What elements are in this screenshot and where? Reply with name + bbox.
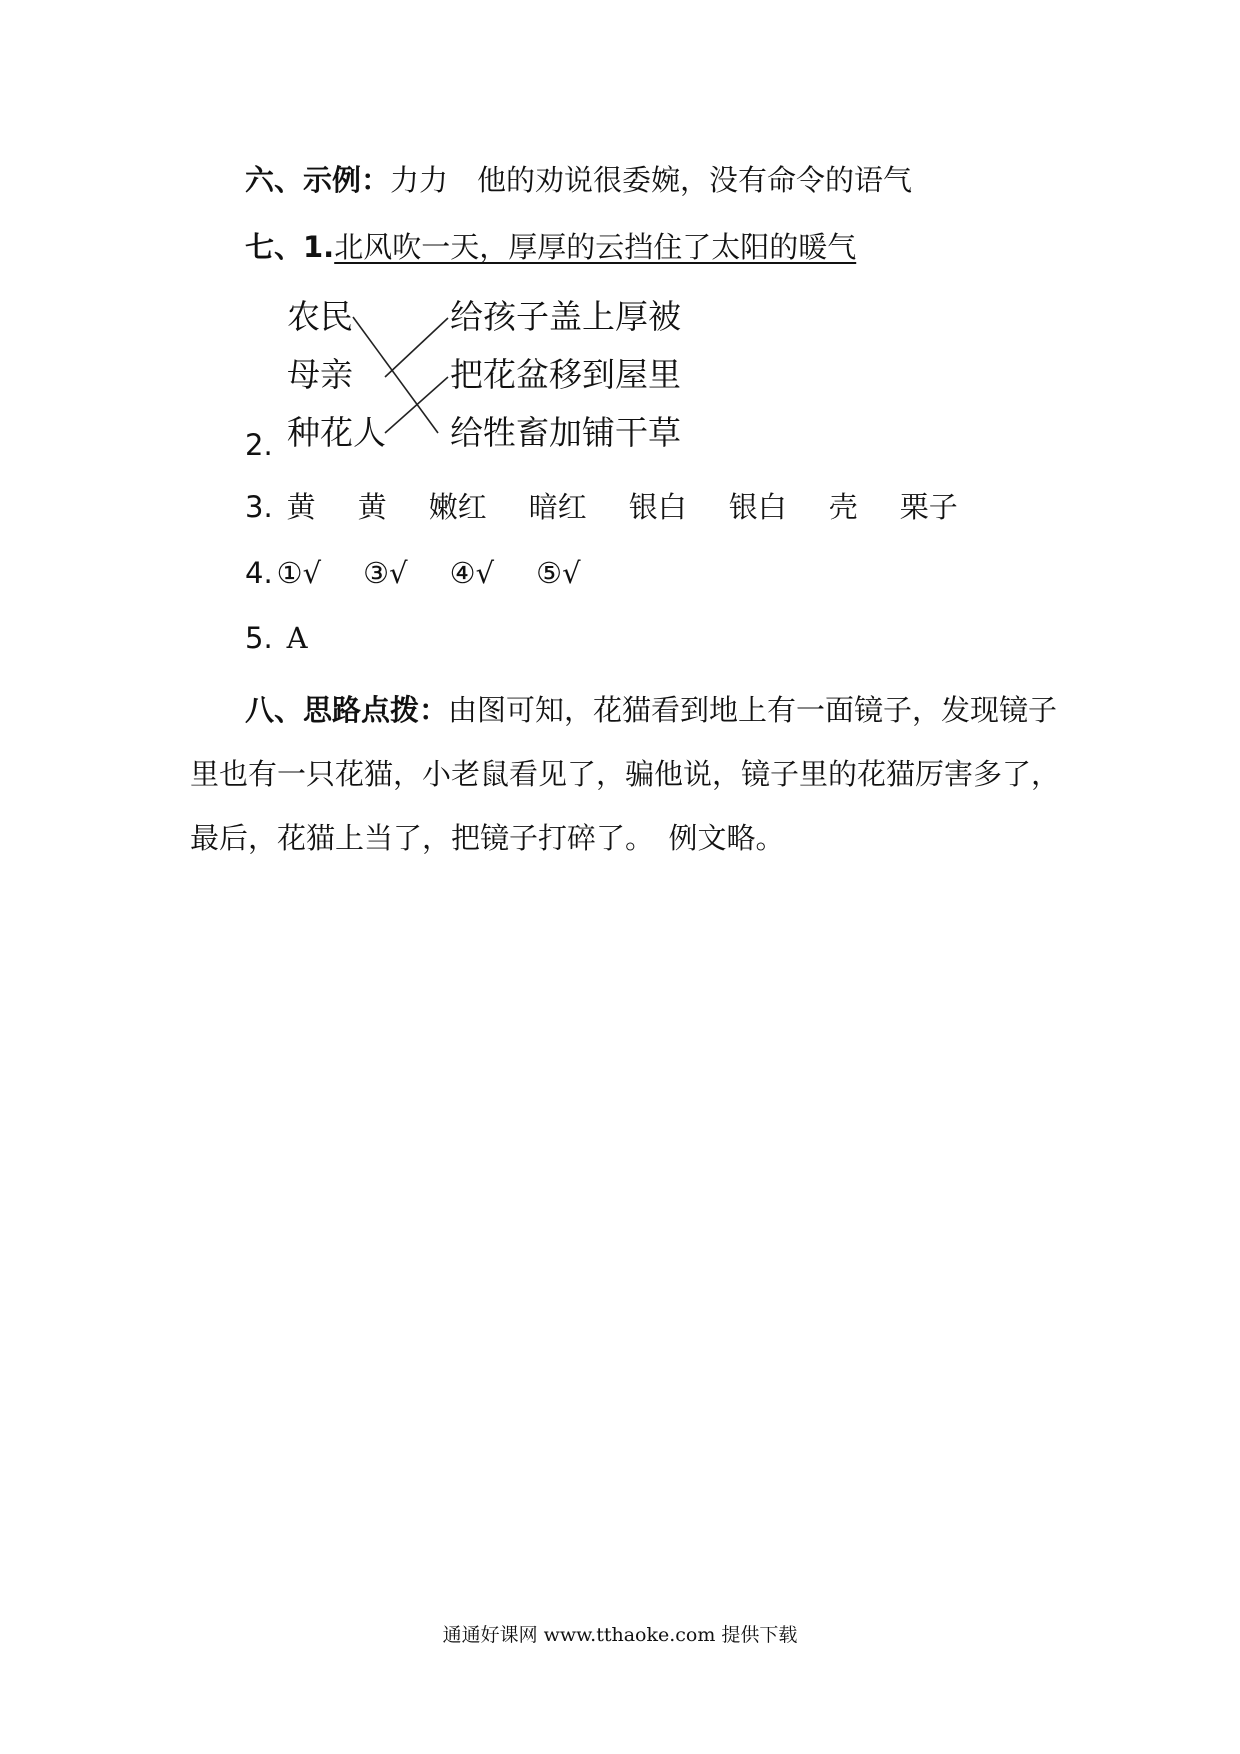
q3-word: 栗子 (899, 490, 958, 524)
q3-word: 暗红 (528, 490, 587, 524)
page-footer: 通通好课网 www.tthaoke.com 提供下载 (442, 1624, 798, 1646)
q3-word: 黄 (357, 490, 387, 524)
section-7-q5 (245, 618, 308, 658)
section-7-q3 (245, 487, 958, 527)
section-7-label: 七、1. (245, 230, 335, 264)
q3-word: 黄 (286, 490, 316, 524)
q4-number: 4. (245, 556, 273, 590)
q4-item: ⑤√ (536, 556, 581, 590)
match-left-3: 种花人 (287, 413, 386, 452)
q3-word: 壳 (828, 490, 858, 524)
match-right-1: 给孩子盖上厚被 (450, 297, 681, 336)
section-8-text: 由图可知，花猫看到地上有一面镜子，发现镜子里也有一只花猫，小老鼠看见了，骗他说，镜子里的花猫厉害多了，最后，花猫上当了，把镜子打碎了。 例文略。 (190, 693, 1061, 855)
q3-word: 嫩红 (428, 490, 487, 524)
section-6-text: 力力 他的劝说很委婉，没有命令的语气 (390, 163, 913, 197)
q5-answer: A (286, 621, 308, 655)
match-line-3 (385, 377, 448, 433)
match-line-2 (385, 318, 448, 377)
match-left-2: 母亲 (287, 355, 353, 394)
match-right-3: 给牲畜加铺干草 (450, 413, 681, 452)
section-6-label: 六、示例： (245, 163, 391, 197)
q4-item: ③√ (363, 556, 408, 590)
q3-word: 银白 (628, 490, 687, 524)
match-right-2: 把花盆移到屋里 (450, 355, 681, 394)
section-7-q1-answer: 北风吹一天，厚厚的云挡住了太阳的暖气 (334, 230, 857, 264)
match-left-1: 农民 (287, 297, 353, 336)
section-8-label: 八、思路点拨： (245, 693, 449, 727)
q2-number: 2. (245, 428, 273, 462)
q3-number: 3. (245, 490, 273, 524)
section-8 (190, 678, 1070, 870)
match-line-1 (353, 317, 438, 433)
q5-number: 5. (245, 621, 273, 655)
q4-item: ①√ (276, 556, 322, 590)
q3-word: 银白 (728, 490, 787, 524)
q4-item: ④√ (449, 556, 495, 590)
section-7-q4 (245, 553, 581, 593)
